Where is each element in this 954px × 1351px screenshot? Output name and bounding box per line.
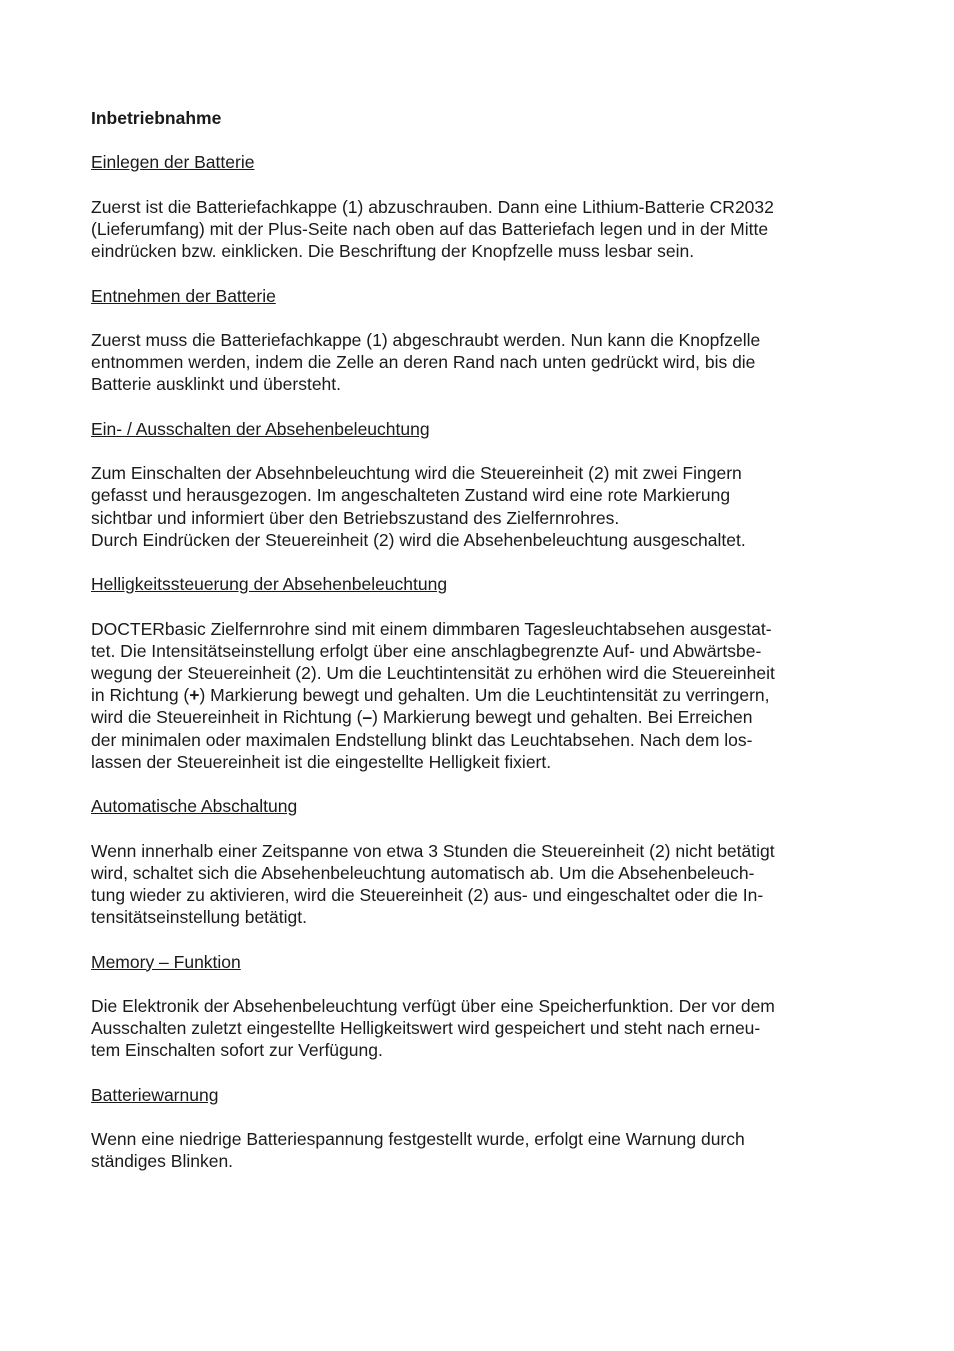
section-paragraph [91, 840, 861, 929]
text-line: tem Einschalten sofort zur Verfügung. [91, 1040, 383, 1061]
text-line: tung wieder zu aktivieren, wird die Steuereinheit (2) aus- und eingeschaltet oder die In- [91, 884, 764, 905]
section-paragraph [91, 462, 861, 551]
text-line: wegung der Steuereinheit (2). Um die Leuchtintensität zu erhöhen wird die Steuereinheit [91, 662, 775, 683]
section-paragraph [91, 618, 861, 773]
text-line: entnommen werden, indem die Zelle an deren Rand nach unten gedrückt wird, bis die [91, 352, 756, 373]
section [91, 418, 861, 551]
sections [91, 151, 861, 1172]
text-line: Wenn eine niedrige Batteriespannung festgestellt wurde, erfolgt eine Warnung durch [91, 1129, 745, 1150]
document-page [91, 107, 861, 1173]
text-line: Zuerst muss die Batteriefachkappe (1) abgeschraubt werden. Nun kann die Knopfzelle [91, 329, 761, 350]
page-title: Inbetriebnahme [91, 108, 222, 128]
text-line: Die Elektronik der Absehenbeleuchtung verfügt über eine Speicherfunktion. Der vor dem [91, 995, 775, 1016]
section-heading: Automatische Abschaltung [91, 796, 298, 817]
text-line: Wenn innerhalb einer Zeitspanne von etwa 3 Stunden die Steuereinheit (2) nicht betätigt [91, 840, 775, 861]
section [91, 1084, 861, 1173]
text-line: Durch Eindrücken der Steuereinheit (2) wird die Absehenbeleuchtung ausgeschaltet. [91, 529, 746, 550]
text-line: ständiges Blinken. [91, 1151, 234, 1172]
section [91, 795, 861, 928]
section [91, 951, 861, 1062]
text-line: in Richtung (+) Markierung bewegt und gehalten. Um die Leuchtintensität zu verringern, [91, 685, 770, 706]
text-line: wird, schaltet sich die Absehenbeleuchtung automatisch ab. Um die Absehenbeleuch- [91, 862, 755, 883]
text-line: Batterie ausklinkt und übersteht. [91, 374, 342, 395]
section-heading: Helligkeitssteuerung der Absehenbeleuchtung [91, 574, 448, 595]
text-line: gefasst und herausgezogen. Im angeschalteten Zustand wird eine rote Markierung [91, 485, 731, 506]
section-paragraph [91, 196, 861, 263]
section-paragraph [91, 329, 861, 396]
text-line: DOCTERbasic Zielfernrohre sind mit einem dimmbaren Tagesleuchtabsehen ausgestat- [91, 618, 772, 639]
section [91, 151, 861, 262]
text-line: tensitätseinstellung betätigt. [91, 907, 307, 928]
section-heading: Memory – Funktion [91, 951, 241, 972]
section-heading: Einlegen der Batterie [91, 152, 255, 173]
text-line: Zuerst ist die Batteriefachkappe (1) abzuschrauben. Dann eine Lithium-Batterie CR2032 [91, 196, 774, 217]
text-line: Ausschalten zuletzt eingestellte Helligkeitswert wird gespeichert und steht nach erneu- [91, 1018, 761, 1039]
section-paragraph [91, 995, 861, 1062]
text-line: tet. Die Intensitätseinstellung erfolgt über eine anschlagbegrenzte Auf- und Abwärtsbe- [91, 640, 762, 661]
section [91, 573, 861, 773]
text-line: lassen der Steuereinheit ist die eingestellte Helligkeit fixiert. [91, 751, 552, 772]
text-line: Zum Einschalten der Absehnbeleuchtung wird die Steuereinheit (2) mit zwei Fingern [91, 463, 742, 484]
text-line: sichtbar und informiert über den Betriebszustand des Zielfernrohres. [91, 507, 620, 528]
section [91, 285, 861, 396]
section-heading: Ein- / Ausschalten der Absehenbeleuchtung [91, 418, 430, 439]
text-line: der minimalen oder maximalen Endstellung blinkt das Leuchtabsehen. Nach dem los- [91, 729, 753, 750]
text-line: wird die Steuereinheit in Richtung (–) Markierung bewegt und gehalten. Bei Erreichen [91, 707, 753, 728]
section-heading: Batteriewarnung [91, 1084, 219, 1105]
text-line: (Lieferumfang) mit der Plus-Seite nach oben auf das Batteriefach legen und in der Mitte [91, 218, 769, 239]
text-line: eindrücken bzw. einklicken. Die Beschriftung der Knopfzelle muss lesbar sein. [91, 241, 695, 262]
section-paragraph [91, 1128, 861, 1172]
section-heading: Entnehmen der Batterie [91, 285, 276, 306]
